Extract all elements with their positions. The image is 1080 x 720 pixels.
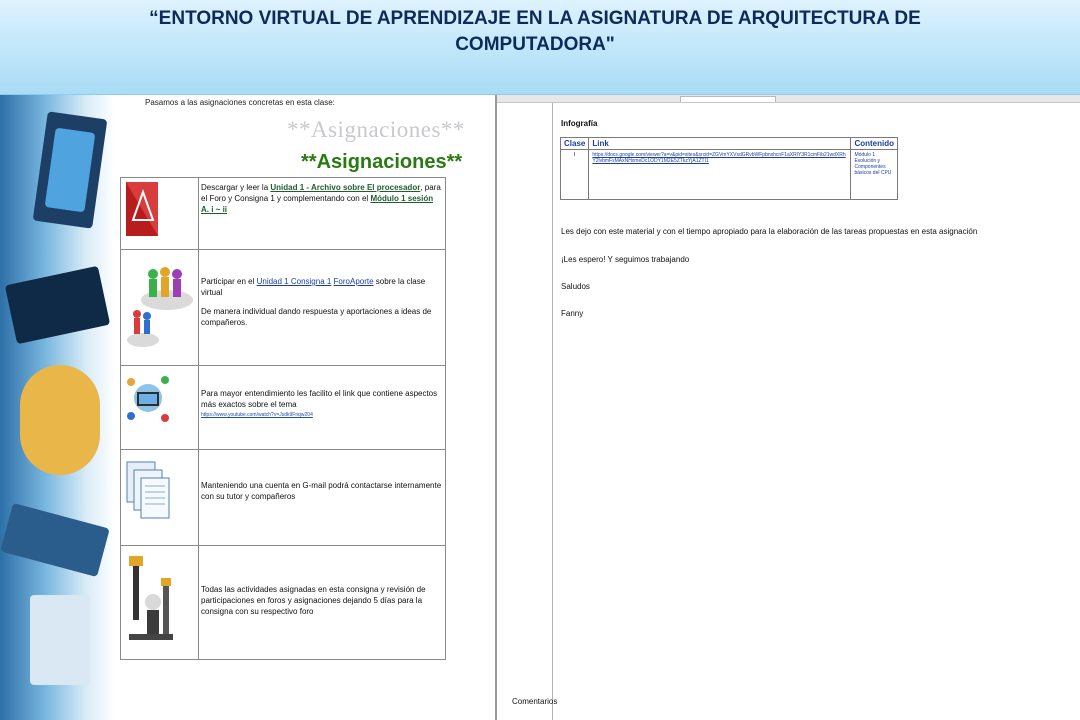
table-cell: Módulo 1 Evolución y Componentes básicos del CPU	[851, 150, 898, 200]
table-row	[121, 366, 446, 450]
wordart-heading: **Asignaciones**	[301, 151, 463, 173]
documents-stack-icon	[121, 450, 199, 546]
column-header: Contenido	[851, 138, 898, 150]
youtube-link[interactable]: https://www.youtube.com/watch?v=Jsdk9Fnqw204	[201, 412, 313, 418]
slide-header	[0, 0, 1080, 95]
table-header-row	[561, 138, 898, 150]
intro-text: Pasamos a las asignaciones concretas en esta clase:	[145, 98, 335, 107]
document-page	[552, 103, 1080, 720]
assignment-text: Todas las actividades asignadas en esta consigna y revisión de participaciones en foros y asignaciones dejando 5 días para la consigna con su respectivo foro	[199, 546, 446, 660]
comments-label[interactable]: Comentarios	[512, 697, 558, 706]
assignment-text: Participar en el Unidad 1 Consigna 1 ForoAporte sobre la clase virtual De manera individual dando respuesta y aportaciones a ideas de compañeros.	[199, 250, 446, 366]
table-cell: I	[561, 150, 589, 200]
assignment-text: Manteniendo una cuenta en G-mail podrá contactarse internamente con su tutor y compañeros	[199, 450, 446, 546]
slide-title: “ENTORNO VIRTUAL DE APRENDIZAJE EN LA ASIGNATURA DE ARQUITECTURA DE COMPUTADORA"	[149, 8, 921, 55]
wordart-shadow-heading: **Asignaciones**	[287, 117, 465, 142]
table-row	[121, 178, 446, 250]
pdf-document-icon	[121, 178, 199, 250]
table-row	[121, 546, 446, 660]
tools-figure-icon	[121, 546, 199, 660]
assignments-document	[115, 95, 495, 720]
unit1-processor-link[interactable]: Unidad 1 - Archivo sobre El procesador	[270, 183, 421, 192]
message-text: Les dejo con este material y con el tiempo apropiado para la elaboración de las tareas propuestas en esta asignación	[561, 227, 978, 236]
assignments-table	[120, 177, 446, 660]
assignment-text: Para mayor entendimiento les facilito el link que contiene aspectos más exactos sobre el tema https://www.youtube.com/watch?v=Jsdk9Fnqw204	[199, 366, 446, 450]
assignment-text: Descargar y leer la Unidad 1 - Archivo sobre El procesador, para el Foro y Consigna 1 y complementando con el Módulo 1 sesión A. i ~ ii	[199, 178, 446, 250]
foro-aporte-link[interactable]: ForoAporte	[333, 277, 374, 286]
table-row	[121, 250, 446, 366]
infografia-document	[495, 95, 1080, 720]
column-header: Link	[589, 138, 851, 150]
table-row	[561, 150, 898, 200]
message-text: Fanny	[561, 309, 584, 318]
section-title: Infografía	[561, 119, 598, 128]
message-text: Saludos	[561, 282, 590, 291]
table-row	[121, 450, 446, 546]
infografia-table	[560, 137, 898, 200]
column-header: Clase	[561, 138, 589, 150]
unit1-assignment-link[interactable]: Unidad 1 Consigna 1	[256, 277, 332, 286]
message-text: ¡Les espero! Y seguimos trabajando	[561, 255, 690, 264]
people-group-icon	[121, 250, 199, 366]
decorative-computer-image	[0, 95, 115, 720]
computer-network-icon	[121, 366, 199, 450]
module1-session-link[interactable]: Módulo 1 sesión A. i ~ ii	[201, 194, 434, 214]
browser-tab[interactable]	[680, 96, 776, 102]
google-docs-link[interactable]: https://docs.google.com/viewer?a=v&pid=sites&srcid=ZGVmYXVsdGRvbWFpbnxhcnF1aXRlY3R1cmFib21wdXRhY2lvbmFsMAxNHxmeDc1ODY1M2E5ZTkzYjA1ZTI1	[589, 150, 851, 200]
browser-tab-bar	[497, 95, 1080, 103]
